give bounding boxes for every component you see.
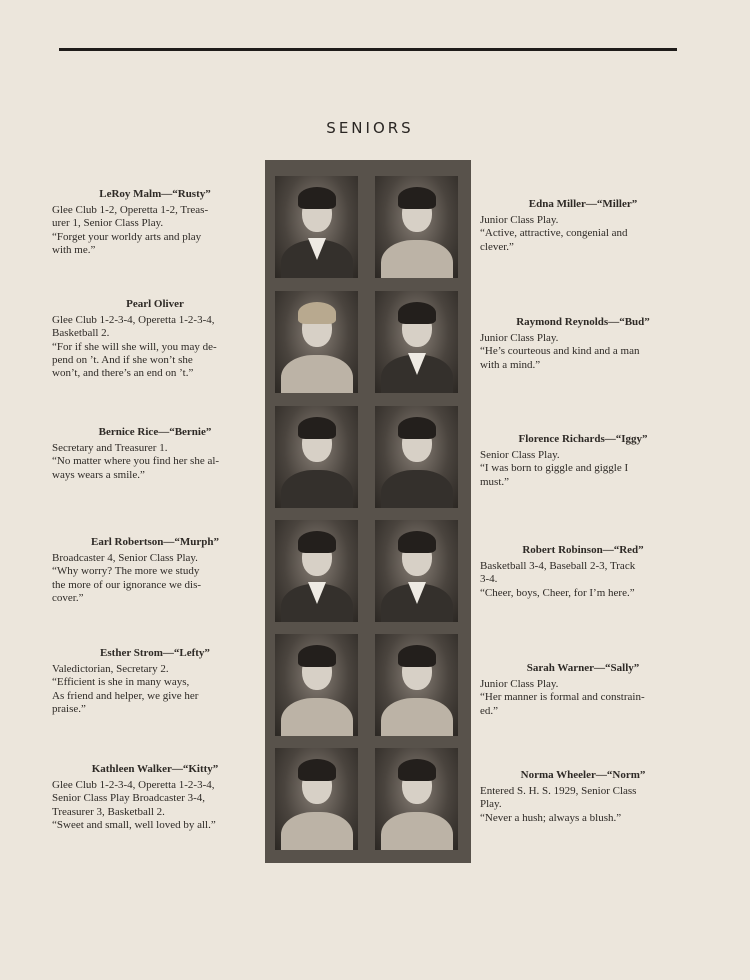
senior-activities: Junior Class Play. “Active, attractive, congenial and clever.” [480,214,628,253]
senior-entry-reynolds [480,316,686,372]
portrait-photo [375,406,458,508]
portrait-photo [275,406,358,508]
senior-activities: Valedictorian, Secretary 2. “Efficient is she in many ways, As friend and helper, we give her praise.” [52,663,199,715]
portrait-photo [275,520,358,622]
senior-name: Kathleen Walker—“Kitty” [91,763,219,775]
portrait-photo [375,291,458,393]
senior-entry-oliver [52,298,258,380]
senior-activities: Entered S. H. S. 1929, Senior Class Play. “Never a hush; always a blush.” [480,785,637,824]
senior-activities: Glee Club 1-2-3-4, Operetta 1-2-3-4, Basketball 2. “For if she will she will, you may de- pend on ’t. And if she won’t she won’t, and there’s an end on ’t.” [52,314,217,380]
page-title: SENIORS [326,119,414,137]
portrait-photo [375,748,458,850]
senior-name: LeRoy Malm—“Rusty” [99,188,211,200]
senior-entry-richards [480,433,686,489]
senior-entry-robertson [52,536,258,605]
senior-entry-walker [52,763,258,832]
senior-name: Bernice Rice—“Bernie” [98,426,212,438]
senior-activities: Broadcaster 4, Senior Class Play. “Why worry? The more we study the more of our ignorance we dis- cover.” [52,552,202,604]
senior-name: Sarah Warner—“Sally” [526,662,640,674]
senior-name: Raymond Reynolds—“Bud” [516,316,650,328]
senior-entry-rice [52,426,258,482]
senior-activities: Glee Club 1-2-3-4, Operetta 1-2-3-4, Senior Class Play Broadcaster 3-4, Treasurer 3, Basketball 2. “Sweet and small, well loved by all.” [52,779,216,831]
portrait-photo [275,176,358,278]
senior-activities: Basketball 3-4, Baseball 2-3, Track 3-4. “Cheer, boys, Cheer, for I’m here.” [480,560,636,599]
portrait-photo [275,634,358,736]
senior-entry-strom [52,647,258,716]
senior-entry-robinson [480,544,686,600]
senior-name: Norma Wheeler—“Norm” [520,769,646,781]
senior-name: Earl Robertson—“Murph” [90,536,220,548]
portrait-photo [275,291,358,393]
senior-activities: Glee Club 1-2, Operetta 1-2, Treas- urer 1, Senior Class Play. “Forget your worldy arts and play with me.” [52,204,209,256]
senior-entry-malm [52,188,258,257]
senior-name: Robert Robinson—“Red” [522,544,644,556]
top-rule [59,48,677,51]
senior-entry-warner [480,662,686,718]
senior-activities: Secretary and Treasurer 1. “No matter where you find her she al- ways wears a smile.” [52,442,220,481]
senior-activities: Junior Class Play. “He’s courteous and kind and a man with a mind.” [480,332,640,371]
portrait-photo [275,748,358,850]
senior-name: Florence Richards—“Iggy” [518,433,648,445]
senior-name: Esther Strom—“Lefty” [100,647,210,659]
senior-entry-wheeler [480,769,686,825]
senior-activities: Junior Class Play. “Her manner is formal and constrain- ed.” [480,678,645,717]
senior-activities: Senior Class Play. “I was born to giggle and giggle I must.” [480,449,629,488]
senior-name: Pearl Oliver [126,298,184,310]
photo-panel [265,160,471,863]
portrait-photo [375,520,458,622]
portrait-photo [375,176,458,278]
senior-entry-miller [480,198,686,254]
senior-name: Edna Miller—“Miller” [528,198,638,210]
portrait-photo [375,634,458,736]
